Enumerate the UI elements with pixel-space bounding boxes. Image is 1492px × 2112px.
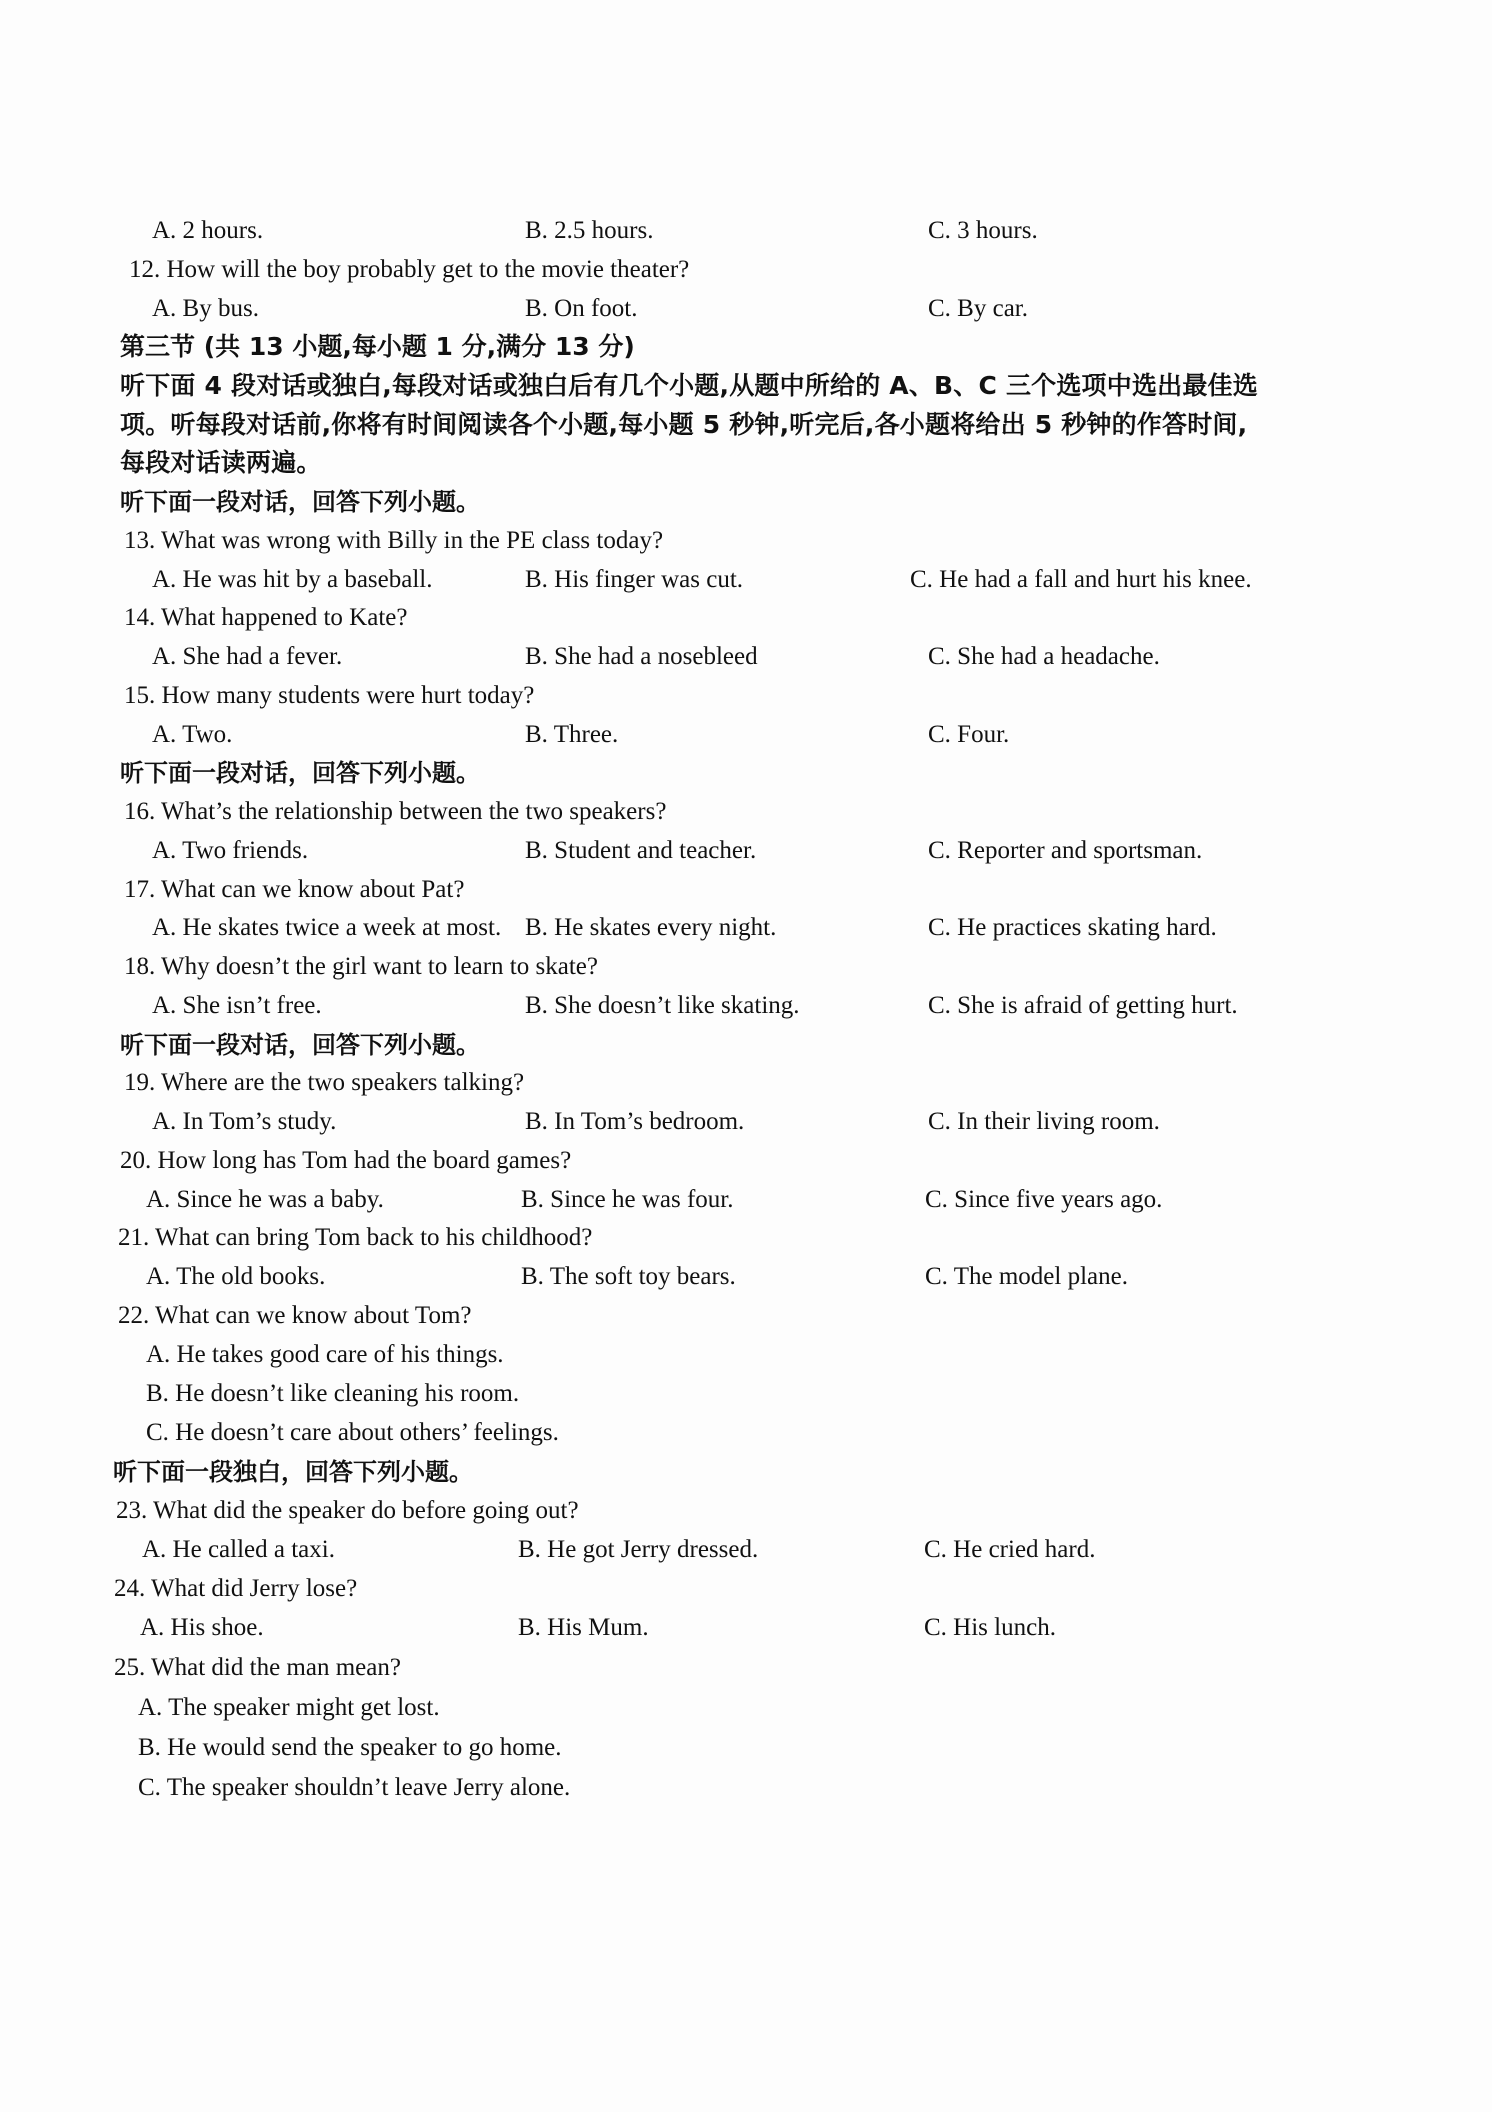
q18-options-row: [0, 986, 1492, 1026]
q23-options-row: [0, 1530, 1492, 1570]
q18-option-a: A. She isn’t free.: [152, 992, 322, 1019]
q24-option-c: C. His lunch.: [924, 1614, 1056, 1641]
q13-option-a: A. He was hit by a baseball.: [152, 566, 433, 593]
q11-options-row: [0, 211, 1492, 251]
q20-option-c: C. Since five years ago.: [925, 1186, 1163, 1213]
q22-option-b: B. He doesn’t like cleaning his room.: [146, 1380, 520, 1407]
q12-options-row: [0, 289, 1492, 329]
q15-row: [0, 676, 1492, 716]
q20-option-a: A. Since he was a baby.: [146, 1186, 384, 1213]
q22-option-b-row: [0, 1374, 1492, 1414]
q22-option-c: C. He doesn’t care about others’ feelings.: [146, 1419, 559, 1446]
q16-option-c: C. Reporter and sportsman.: [928, 837, 1203, 864]
dialog-2-prompt-row: [0, 753, 1492, 793]
dialog-1-prompt-row: [0, 482, 1492, 522]
q25-question: 25. What did the man mean?: [114, 1654, 401, 1681]
q23-option-a: A. He called a taxi.: [142, 1536, 335, 1563]
q14-option-c: C. She had a headache.: [928, 643, 1160, 670]
q17-question: 17. What can we know about Pat?: [124, 876, 465, 903]
monologue-prompt: 听下面一段独白，回答下列小题。: [113, 1458, 473, 1486]
q23-question: 23. What did the speaker do before going out?: [116, 1497, 579, 1524]
q18-row: [0, 947, 1492, 987]
q15-option-b: B. Three.: [525, 721, 619, 748]
q25-option-c-row: [0, 1768, 1492, 1808]
q14-option-b: B. She had a nosebleed: [525, 643, 758, 670]
q15-options-row: [0, 715, 1492, 755]
q16-option-b: B. Student and teacher.: [525, 837, 757, 864]
q16-options-row: [0, 831, 1492, 871]
q19-options-row: [0, 1102, 1492, 1142]
q21-options-row: [0, 1257, 1492, 1297]
dialog-3-prompt-row: [0, 1025, 1492, 1065]
q20-row: [0, 1141, 1492, 1181]
q22-option-a: A. He takes good care of his things.: [146, 1341, 504, 1368]
q24-options-row: [0, 1608, 1492, 1648]
q24-row: [0, 1569, 1492, 1609]
q22-option-c-row: [0, 1413, 1492, 1453]
q11-option-a: A. 2 hours.: [152, 217, 264, 244]
q13-question: 13. What was wrong with Billy in the PE class today?: [124, 527, 664, 554]
q21-question: 21. What can bring Tom back to his childhood?: [118, 1224, 593, 1251]
q17-option-b: B. He skates every night.: [525, 914, 777, 941]
q11-option-c: C. 3 hours.: [928, 217, 1038, 244]
q16-row: [0, 792, 1492, 832]
q23-option-b: B. He got Jerry dressed.: [518, 1536, 759, 1563]
q25-option-a-row: [0, 1688, 1492, 1728]
q14-row: [0, 598, 1492, 638]
instructions-row-3: [0, 443, 1492, 483]
q22-option-a-row: [0, 1335, 1492, 1375]
q13-option-c: C. He had a fall and hurt his knee.: [910, 566, 1252, 593]
q20-options-row: [0, 1180, 1492, 1220]
q25-option-a: A. The speaker might get lost.: [138, 1694, 440, 1721]
q19-option-b: B. In Tom’s bedroom.: [525, 1108, 745, 1135]
dialog-3-prompt: 听下面一段对话，回答下列小题。: [120, 1031, 480, 1059]
q12-row: [0, 250, 1492, 290]
q13-row: [0, 521, 1492, 561]
instructions-line-3: 每段对话读两遍。: [120, 448, 322, 477]
q21-option-b: B. The soft toy bears.: [521, 1263, 736, 1290]
q22-row: [0, 1296, 1492, 1336]
q19-option-c: C. In their living room.: [928, 1108, 1160, 1135]
section-title: 第三节 (共 13 小题,每小题 1 分,满分 13 分): [120, 332, 635, 361]
q12-option-c: C. By car.: [928, 295, 1028, 322]
q25-option-b: B. He would send the speaker to go home.: [138, 1734, 562, 1761]
q18-option-c: C. She is afraid of getting hurt.: [928, 992, 1238, 1019]
q12-option-a: A. By bus.: [152, 295, 259, 322]
q14-option-a: A. She had a fever.: [152, 643, 343, 670]
q25-row: [0, 1648, 1492, 1688]
q21-option-a: A. The old books.: [146, 1263, 326, 1290]
q15-option-c: C. Four.: [928, 721, 1010, 748]
q21-row: [0, 1218, 1492, 1258]
monologue-prompt-row: [0, 1452, 1492, 1492]
q23-option-c: C. He cried hard.: [924, 1536, 1096, 1563]
q21-option-c: C. The model plane.: [925, 1263, 1128, 1290]
q18-question: 18. Why doesn’t the girl want to learn to skate?: [124, 953, 598, 980]
instructions-line-2: 项。听每段对话前,你将有时间阅读各个小题,每小题 5 秒钟,听完后,各小题将给出 5 秒钟的作答时间,: [120, 410, 1248, 439]
q20-option-b: B. Since he was four.: [521, 1186, 734, 1213]
instructions-row-1: [0, 366, 1492, 406]
q16-question: 16. What’s the relationship between the two speakers?: [124, 798, 667, 825]
q14-question: 14. What happened to Kate?: [124, 604, 408, 631]
instructions-line-1: 听下面 4 段对话或独白,每段对话或独白后有几个小题,从题中所给的 A、B、C 三个选项中选出最佳选: [120, 371, 1258, 400]
q18-option-b: B. She doesn’t like skating.: [525, 992, 800, 1019]
q19-question: 19. Where are the two speakers talking?: [124, 1069, 525, 1096]
q14-options-row: [0, 637, 1492, 677]
q19-row: [0, 1063, 1492, 1103]
q23-row: [0, 1491, 1492, 1531]
q24-option-a: A. His shoe.: [140, 1614, 264, 1641]
q11-option-b: B. 2.5 hours.: [525, 217, 654, 244]
section-title-row: [0, 327, 1492, 367]
q12-question: 12. How will the boy probably get to the movie theater?: [129, 256, 690, 283]
q25-option-b-row: [0, 1728, 1492, 1768]
q24-question: 24. What did Jerry lose?: [114, 1575, 358, 1602]
q16-option-a: A. Two friends.: [152, 837, 309, 864]
q17-options-row: [0, 908, 1492, 948]
q13-option-b: B. His finger was cut.: [525, 566, 744, 593]
q12-option-b: B. On foot.: [525, 295, 638, 322]
q22-question: 22. What can we know about Tom?: [118, 1302, 472, 1329]
q20-question: 20. How long has Tom had the board games?: [120, 1147, 572, 1174]
dialog-2-prompt: 听下面一段对话，回答下列小题。: [120, 759, 480, 787]
q24-option-b: B. His Mum.: [518, 1614, 649, 1641]
q17-row: [0, 870, 1492, 910]
q25-option-c: C. The speaker shouldn’t leave Jerry alone.: [138, 1774, 571, 1801]
dialog-1-prompt: 听下面一段对话，回答下列小题。: [120, 488, 480, 516]
q17-option-c: C. He practices skating hard.: [928, 914, 1217, 941]
q17-option-a: A. He skates twice a week at most.: [152, 914, 502, 941]
q15-option-a: A. Two.: [152, 721, 233, 748]
instructions-row-2: [0, 405, 1492, 445]
q13-options-row: [0, 560, 1492, 600]
q19-option-a: A. In Tom’s study.: [152, 1108, 337, 1135]
q15-question: 15. How many students were hurt today?: [124, 682, 535, 709]
